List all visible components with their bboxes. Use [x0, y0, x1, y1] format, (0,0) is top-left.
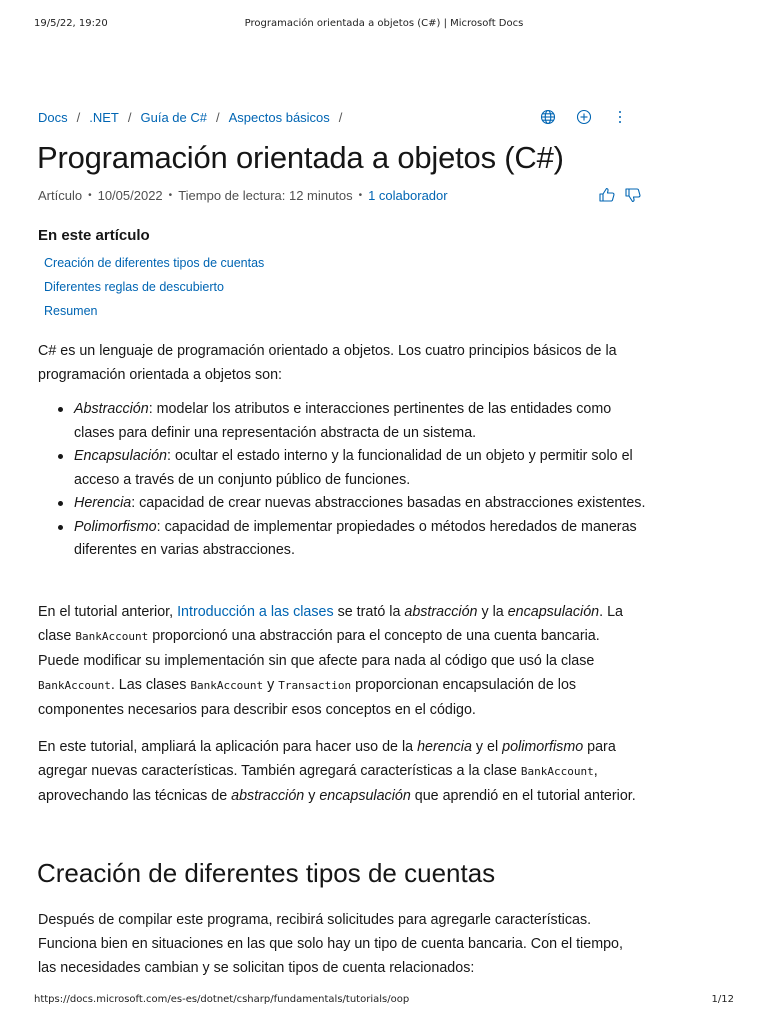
- emphasis: herencia: [417, 739, 472, 755]
- inline-code: BankAccount: [190, 679, 264, 692]
- list-item: [56, 398, 646, 445]
- this-tutorial-paragraph: [38, 735, 638, 808]
- text-run: y la: [477, 604, 508, 620]
- emphasis: abstracción: [404, 604, 478, 620]
- intro-paragraph: [38, 339, 638, 387]
- feedback-buttons: [598, 186, 642, 209]
- list-item: [56, 445, 646, 492]
- article-date: 10/05/2022: [97, 188, 163, 203]
- principle-desc: : ocultar el estado interno y la funcionalidad de un objeto y permitir solo el acceso a través de un conjunto público de funciones.: [74, 448, 633, 488]
- emphasis: encapsulación: [507, 604, 600, 620]
- paragraph-text: Después de compilar este programa, recibirá solicitudes para agregarle características. Funciona bien en situaciones en las que solo hay un tipo de cuenta bancaria. Con el tiempo, las necesidades cambian y se solicitan tipos de cuenta relacionados:: [38, 912, 623, 976]
- breadcrumb-csharp-guide[interactable]: Guía de C#: [140, 110, 207, 125]
- text-run: y: [263, 677, 279, 693]
- emphasis: polimorfismo: [502, 739, 584, 755]
- principle-desc: : modelar los atributos e interacciones pertinentes de las entidades como clases para definir una representación abstracta de un sistema.: [74, 401, 612, 441]
- add-circle-icon[interactable]: [576, 109, 592, 130]
- list-item: [56, 516, 646, 563]
- paragraph: [38, 600, 638, 722]
- inline-code: BankAccount: [75, 630, 149, 643]
- intro-classes-link[interactable]: Introducción a las clases: [177, 604, 334, 620]
- principle-term: Abstracción: [74, 401, 149, 417]
- thumbs-up-icon[interactable]: [598, 186, 616, 209]
- reading-time: Tiempo de lectura: 12 minutos: [178, 188, 353, 203]
- breadcrumb-separator: /: [338, 110, 343, 125]
- text-run: , aprovechando las técnicas de: [38, 763, 598, 804]
- principle-term: Herencia: [74, 495, 132, 511]
- breadcrumb: [38, 110, 345, 125]
- toc-item: [44, 304, 264, 328]
- toc-link-account-types[interactable]: Creación de diferentes tipos de cuentas: [44, 256, 265, 270]
- page-number: 1/12: [711, 994, 734, 1005]
- list-item: [56, 492, 646, 516]
- more-vertical-icon[interactable]: [612, 109, 628, 130]
- page-actions: [540, 109, 628, 130]
- article-type: Artículo: [38, 188, 83, 203]
- breadcrumb-separator: /: [76, 110, 81, 125]
- breadcrumb-docs[interactable]: Docs: [38, 110, 68, 125]
- emphasis: encapsulación: [319, 788, 411, 804]
- text-run: proporcionan encapsulación de los componentes necesarios para describir esos conceptos en el código.: [38, 677, 577, 718]
- toc-item: [44, 256, 264, 280]
- breadcrumb-separator: /: [127, 110, 132, 125]
- paragraph: [38, 735, 638, 808]
- previous-tutorial-paragraph: [38, 600, 638, 722]
- text-run: para agregar nuevas características. También agregará características a la clase: [38, 739, 616, 779]
- text-run: proporcionó una abstracción para el concepto de una cuenta bancaria. Puede modificar su implementación sin que afecte para nada al código que usó la clase: [38, 628, 600, 669]
- principle-term: Polimorfismo: [74, 518, 157, 535]
- meta-separator-dot: •: [88, 190, 92, 201]
- thumbs-down-icon[interactable]: [624, 186, 642, 209]
- text-run: se trató la: [333, 604, 405, 620]
- print-doc-title: Programación orientada a objetos (C#) | Microsoft Docs: [244, 18, 524, 29]
- section-heading: Creación de diferentes tipos de cuentas: [37, 858, 496, 888]
- text-run: que aprendió en el tutorial anterior.: [410, 788, 636, 804]
- breadcrumb-separator: /: [216, 110, 220, 125]
- table-of-contents: [44, 256, 264, 328]
- principles-list: [56, 398, 646, 563]
- emphasis: abstracción: [231, 788, 305, 804]
- text-run: En este tutorial, ampliará la aplicación para hacer uso de la: [38, 739, 418, 755]
- inline-code: BankAccount: [38, 679, 111, 692]
- inline-code: BankAccount: [520, 765, 594, 778]
- inline-code: Transaction: [278, 679, 352, 692]
- breadcrumb-dotnet[interactable]: .NET: [89, 110, 119, 125]
- principle-desc: : capacidad de implementar propiedades o métodos heredados de maneras diferentes en varias abstracciones.: [74, 518, 637, 558]
- toc-link-summary[interactable]: Resumen: [44, 304, 98, 318]
- text-run: y: [304, 788, 320, 804]
- text-run: . La clase: [38, 604, 623, 644]
- article-meta: [38, 188, 448, 203]
- contributors-link[interactable]: 1 colaborador: [368, 188, 448, 203]
- page-title: Programación orientada a objetos (C#): [37, 140, 564, 175]
- principle-desc: : capacidad de crear nuevas abstracciones basadas en abstracciones existentes.: [131, 495, 646, 511]
- meta-separator-dot: •: [358, 190, 363, 201]
- toc-item: [44, 280, 264, 304]
- section-paragraph: [38, 908, 638, 980]
- text-run: En el tutorial anterior,: [38, 604, 178, 620]
- meta-separator-dot: •: [168, 190, 173, 201]
- breadcrumb-fundamentals[interactable]: Aspectos básicos: [228, 110, 330, 125]
- toc-link-overdraft-rules[interactable]: Diferentes reglas de descubierto: [44, 280, 224, 294]
- text-run: y el: [471, 739, 503, 755]
- print-url: https://docs.microsoft.com/es-es/dotnet/csharp/fundamentals/tutorials/oop: [34, 994, 410, 1005]
- print-datetime: 19/5/22, 19:20: [34, 18, 108, 29]
- toc-heading: En este artículo: [38, 227, 150, 244]
- text-run: . Las clases: [110, 677, 191, 693]
- principle-term: Encapsulación: [74, 448, 167, 464]
- intro-text: C# es un lenguaje de programación orientado a objetos. Los cuatro principios básicos de la programación orientada a objetos son:: [38, 343, 617, 383]
- globe-icon[interactable]: [540, 109, 556, 130]
